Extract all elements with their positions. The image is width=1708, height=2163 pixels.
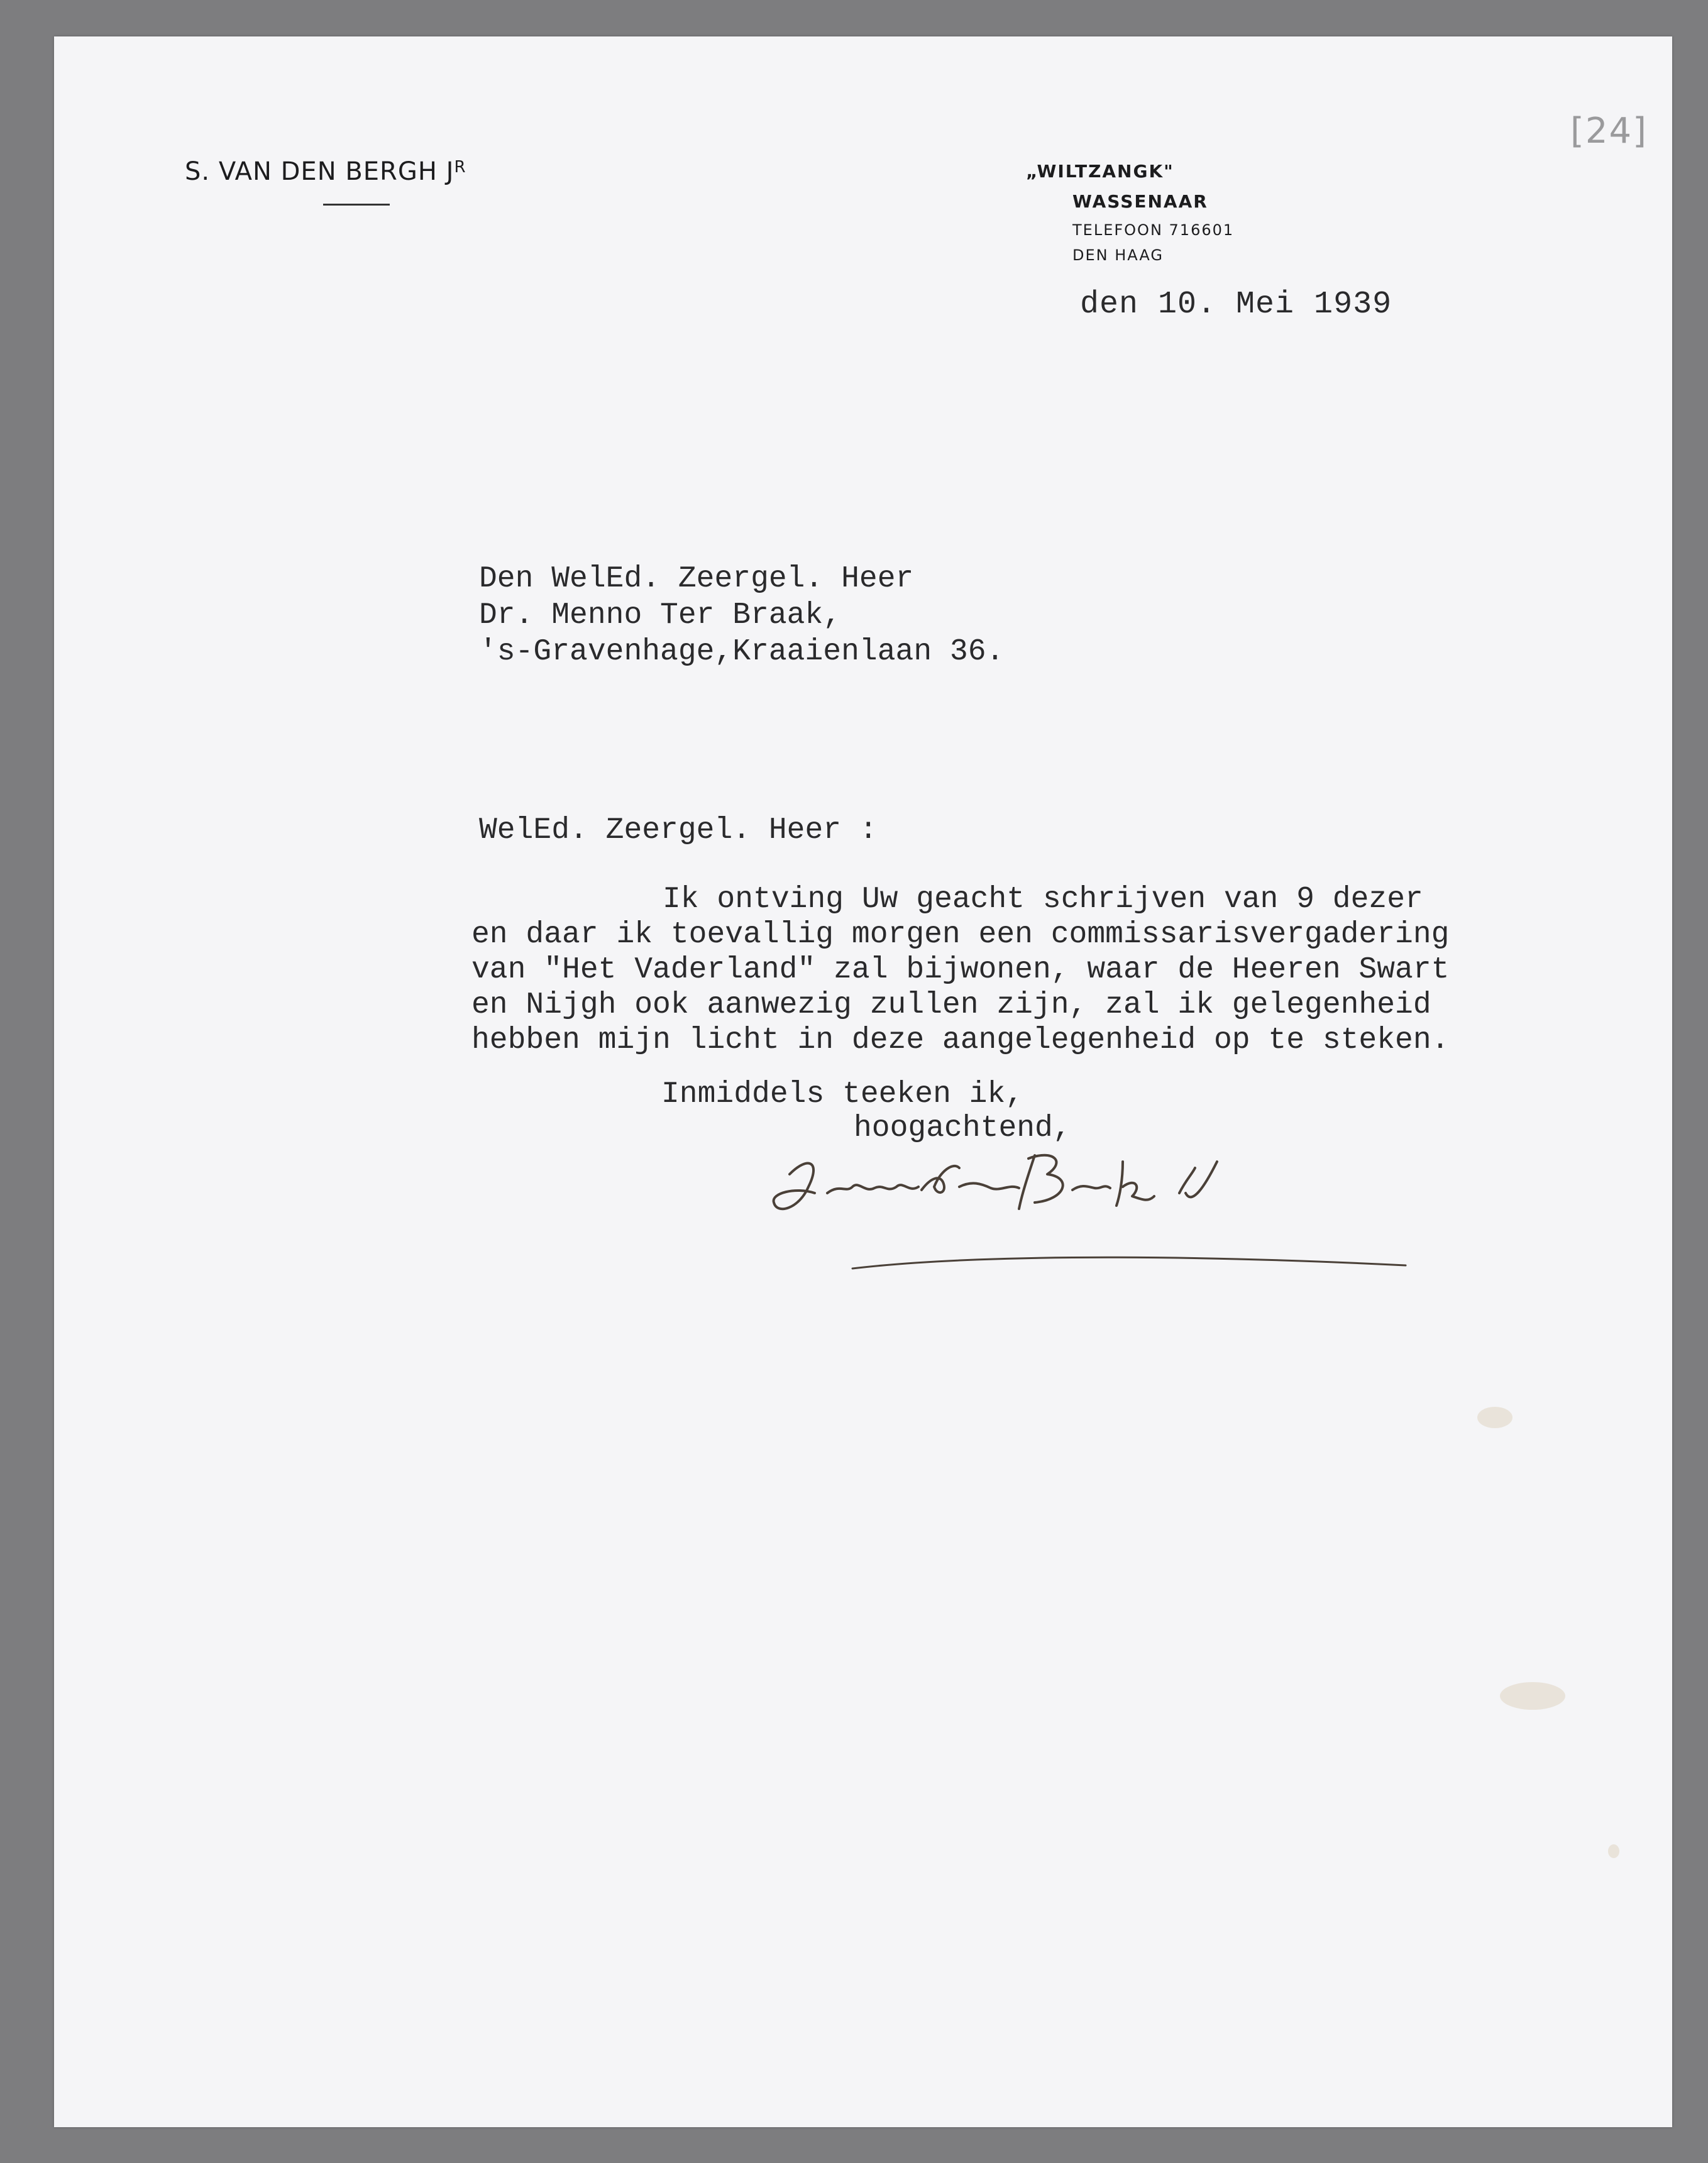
letterhead-phone: TELEFOON 716601	[1072, 221, 1235, 239]
paper-stain	[1477, 1407, 1512, 1428]
letterhead-divider	[323, 204, 390, 206]
body-line: van "Het Vaderland" zal bijwonen, waar de Heeren Swart	[471, 953, 1450, 987]
closing-line-2: hoogachtend,	[854, 1111, 1071, 1145]
closing-line-1: Inmiddels teeken ik,	[661, 1077, 1024, 1111]
letterhead-name	[185, 157, 466, 186]
letterhead-villa: „WILTZANGK"	[1026, 161, 1174, 182]
letterhead-name-suffix: R	[454, 158, 466, 177]
letterhead-name-text: S. VAN DEN BERGH J	[185, 157, 455, 186]
handwritten-signature	[771, 1149, 1424, 1275]
letterhead-town: WASSENAAR	[1072, 191, 1208, 212]
body-line: hebben mijn licht in deze aangelegenheid op te steken.	[471, 1023, 1450, 1057]
body-line: Ik ontving Uw geacht schrijven van 9 dezer	[663, 883, 1423, 916]
letter-page	[54, 36, 1672, 2127]
salutation: WelEd. Zeergel. Heer :	[479, 813, 878, 847]
paper-stain	[1608, 1844, 1619, 1858]
addressee-line-3: 's-Gravenhage,Kraaienlaan 36.	[479, 635, 1005, 669]
body-line: en daar ik toevallig morgen een commissarisvergadering	[471, 918, 1450, 952]
paper-stain	[1500, 1682, 1565, 1710]
letter-date: den 10. Mei 1939	[1080, 287, 1392, 322]
body-line: en Nijgh ook aanwezig zullen zijn, zal ik gelegenheid	[471, 988, 1431, 1022]
addressee-line-2: Dr. Menno Ter Braak,	[479, 598, 842, 632]
archive-number: [24]	[1570, 111, 1648, 151]
addressee-line-1: Den WelEd. Zeergel. Heer	[479, 562, 914, 596]
letterhead-city: DEN HAAG	[1072, 246, 1164, 264]
